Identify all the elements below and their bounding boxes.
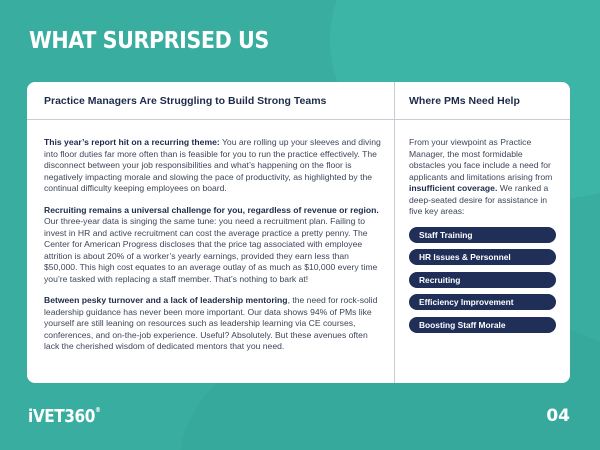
- paragraph-lead: This year’s report hit on a recurring theme:: [44, 137, 220, 147]
- main-heading: Practice Managers Are Struggling to Build Strong Teams: [27, 82, 394, 120]
- registered-mark: ®: [94, 406, 101, 414]
- side-heading: Where PMs Need Help: [395, 82, 570, 120]
- paragraph-text: , the need for rock-solid leadership guidance has never been more important. Our data shows 94% of PMs like yourself are still leaning on resources such as leadership learning via CE courses, conferences, and on-the-job experience. Useful? Absolutely. But these avenues often lack the cherished wisdom of dedicated mentors that you need.: [44, 295, 378, 351]
- side-body: [395, 120, 570, 333]
- brand-logo-text: iVET360: [28, 406, 95, 427]
- paragraph-text: Our three-year data is singing the same tune: you need a recruitment plan. Failing to invest in HR and active recruitment can cost the average practice a pretty penny. The Center for American Progress discloses that the price tag associated with employee attrition is about 20% of a worker’s yearly earnings, provided they earn less than $50,000. This high cost equates to an average outlay of as much as $10,000 every time you’re tasked with replacing a staff member. That’s nothing to bark at!: [44, 216, 378, 284]
- area-pill-staff-training: Staff Training: [409, 227, 556, 243]
- area-pill-efficiency: Efficiency Improvement: [409, 294, 556, 310]
- side-intro: [409, 137, 560, 218]
- page-title: WHAT SURPRISED US: [29, 28, 269, 54]
- main-column: [27, 82, 395, 383]
- side-intro-text-end: We ranked a deep-seated desire for assistance in five key areas:: [409, 183, 549, 216]
- paragraph-lead: Recruiting remains a universal challenge for you, regardless of revenue or region.: [44, 204, 379, 215]
- content-card: [27, 82, 570, 383]
- paragraph-3: [44, 295, 382, 353]
- area-pill-staff-morale: Boosting Staff Morale: [409, 317, 556, 333]
- area-pill-hr-issues: HR Issues & Personnel: [409, 249, 556, 265]
- paragraph-text: You are rolling up your sleeves and diving into floor duties far more often than is feasible for you to run the practice effectively. The disconnect between your job responsibilities and what’s happening on the floor is negatively impacting morale and slowing the pace of productivity, as highlighted by the continual difficulty keeping employees on board.: [44, 137, 381, 193]
- paragraph-2: [44, 205, 382, 286]
- paragraph-1: [44, 137, 382, 195]
- side-intro-emphasis: insufficient coverage.: [409, 183, 498, 193]
- main-body: [27, 120, 394, 353]
- area-pill-recruiting: Recruiting: [409, 272, 556, 288]
- brand-logo: [28, 406, 100, 427]
- side-column: [395, 82, 570, 383]
- page-number: 04: [546, 406, 570, 426]
- side-intro-text: From your viewpoint as Practice Manager, the most formidable obstacles you face include a need for applicants and limitations arising from: [409, 137, 553, 182]
- paragraph-lead: Between pesky turnover and a lack of leadership mentoring: [44, 295, 288, 305]
